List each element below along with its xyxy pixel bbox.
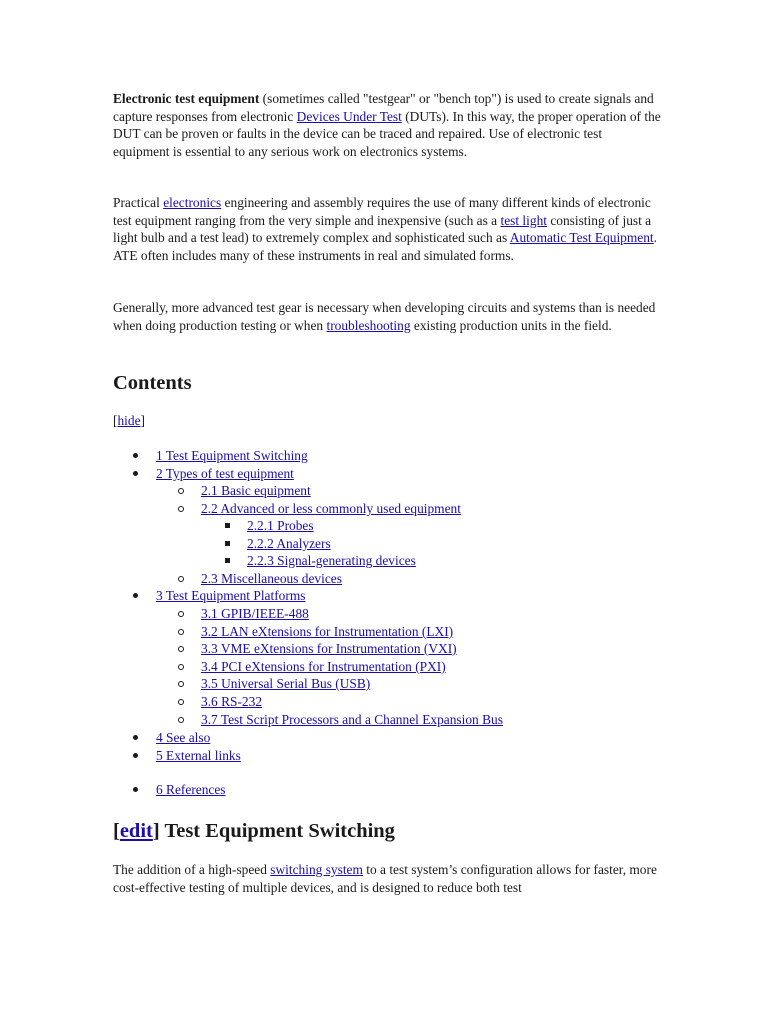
troubleshooting-link[interactable]: troubleshooting	[326, 317, 411, 333]
test-light-link[interactable]: test light	[500, 212, 547, 228]
toc-link[interactable]: 5 External links	[156, 748, 241, 763]
hide-toc-link[interactable]: hide	[117, 413, 141, 428]
toc-item	[113, 517, 314, 534]
bullet-disc-icon	[133, 471, 138, 476]
toc-link[interactable]: 2.1 Basic equipment	[201, 483, 311, 498]
bullet-disc-icon	[133, 787, 138, 792]
toc-link[interactable]: 2.2.1 Probes	[247, 518, 314, 533]
toc-item	[113, 447, 308, 464]
bullet-circle-icon	[178, 611, 184, 617]
toc-link[interactable]: 3 Test Equipment Platforms	[156, 588, 306, 603]
bullet-disc-icon	[133, 453, 138, 458]
bullet-circle-icon	[178, 664, 184, 670]
bullet-circle-icon	[178, 506, 184, 512]
section1-paragraph: The addition of a high-speed switching system to a test system’s configuration allows for faster, more cost-effective testing of multiple devices, and is designed to reduce both test	[113, 862, 657, 895]
bullet-disc-icon	[133, 735, 138, 740]
toc-item	[113, 658, 446, 675]
toc-link[interactable]: 2 Types of test equipment	[156, 466, 294, 481]
toc-toggle: [hide]	[113, 413, 145, 428]
toc-item	[113, 693, 262, 710]
toc-item	[113, 623, 453, 640]
toc-link[interactable]: 2.2.2 Analyzers	[247, 536, 331, 551]
toc-item	[113, 711, 503, 728]
toc-link[interactable]: 3.1 GPIB/IEEE-488	[201, 606, 309, 621]
bullet-circle-icon	[178, 717, 184, 723]
toc-item	[113, 747, 241, 764]
intro-paragraph-2: Practical electronics engineering and assembly requires the use of many different kinds of electronic test equipment ranging from the very simple and inexpensive (such as a test light consisting of just a light bulb and a test lead) to extremely complex and sophisticated such as Automatic Test Equipment. ATE often includes many of these instruments in real and simulated forms.	[113, 195, 658, 263]
bullet-circle-icon	[178, 576, 184, 582]
toc-item	[113, 535, 331, 552]
edit-section-link[interactable]: edit	[119, 820, 153, 842]
toc-item	[113, 781, 226, 798]
toc-item	[113, 605, 309, 622]
toc-link[interactable]: 3.2 LAN eXtensions for Instrumentation (LXI)	[201, 624, 454, 639]
automatic-test-equipment-link[interactable]: Automatic Test Equipment	[509, 230, 654, 245]
bullet-disc-icon	[133, 593, 138, 598]
section-title: Test Equipment Switching	[159, 820, 395, 842]
toc-link[interactable]: 3.6 RS-232	[201, 694, 263, 709]
bullet-circle-icon	[178, 699, 184, 705]
bullet-circle-icon	[178, 646, 184, 652]
switching-system-link[interactable]: switching system	[270, 862, 363, 877]
toc-item	[113, 640, 457, 657]
bullet-square-icon	[225, 541, 230, 546]
bullet-circle-icon	[178, 629, 184, 635]
toc-link[interactable]: 3.7 Test Script Processors and a Channel Expansion Bus	[201, 712, 503, 727]
section-heading-test-equipment-switching: [edit] Test Equipment Switching	[113, 820, 395, 842]
toc-link[interactable]: 6 References	[156, 782, 226, 797]
toc-link[interactable]: 2.3 Miscellaneous devices	[201, 571, 342, 586]
toc-item	[113, 552, 416, 569]
contents-heading: Contents	[113, 372, 192, 394]
toc-item	[113, 587, 305, 604]
bullet-square-icon	[225, 523, 230, 528]
devices-under-test-link[interactable]: Devices Under Test	[296, 108, 402, 124]
toc-link[interactable]: 3.3 VME eXtensions for Instrumentation (VXI)	[201, 641, 457, 656]
intro-paragraph-1: Electronic test equipment (sometimes called "testgear" or "bench top") is used to create signals and capture responses from electronic Devices Under Test (DUTs). In this way, the proper operation of the DUT can be proven or faults in the device can be traced and repaired. Use of electronic test equipment is essential to any serious work on electronics systems.	[113, 91, 661, 159]
intro-paragraph-3: Generally, more advanced test gear is necessary when developing circuits and systems than is needed when doing production testing or when troubleshooting existing production units in the field.	[113, 300, 656, 333]
electronics-link[interactable]: electronics	[163, 195, 222, 210]
toc-item	[113, 675, 370, 692]
toc-link[interactable]: 3.4 PCI eXtensions for Instrumentation (PXI)	[201, 659, 446, 674]
bullet-square-icon	[225, 558, 230, 563]
intro-term: Electronic test equipment	[113, 91, 260, 106]
toc-link[interactable]: 1 Test Equipment Switching	[156, 448, 308, 463]
bullet-circle-icon	[178, 681, 184, 687]
toc-item	[113, 570, 342, 587]
bullet-disc-icon	[133, 753, 138, 758]
toc-link[interactable]: 2.2.3 Signal-generating devices	[247, 553, 416, 568]
bullet-circle-icon	[178, 488, 184, 494]
toc-item	[113, 482, 311, 499]
toc-link[interactable]: 2.2 Advanced or less commonly used equipment	[201, 501, 461, 516]
toc-link[interactable]: 3.5 Universal Serial Bus (USB)	[201, 676, 371, 691]
toc-link[interactable]: 4 See also	[156, 730, 211, 745]
toc-item	[113, 500, 461, 517]
toc-item	[113, 729, 210, 746]
toc-item	[113, 465, 294, 482]
